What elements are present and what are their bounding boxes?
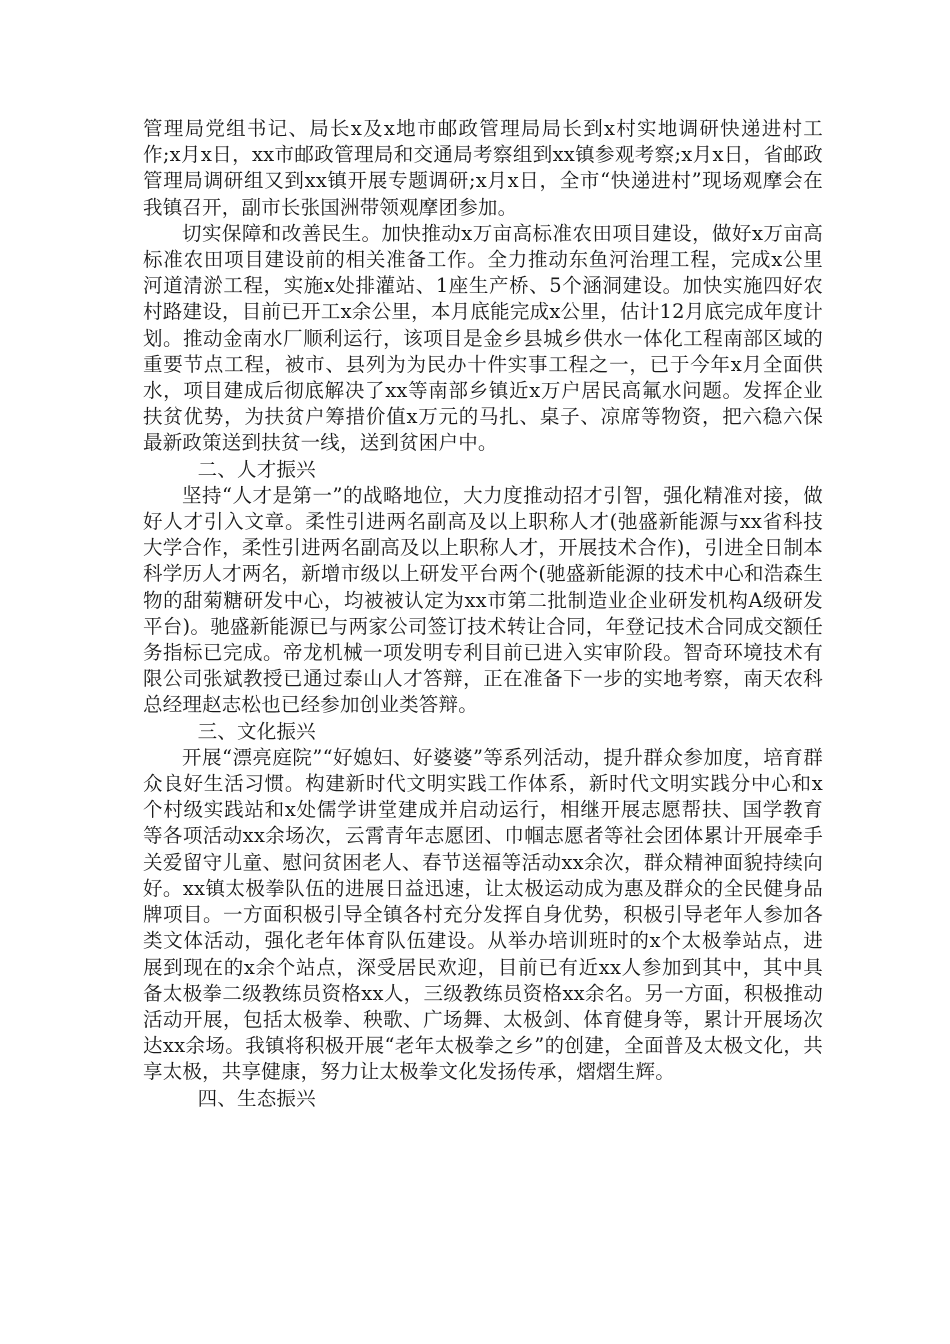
section-heading-talent: 二、人才振兴 — [197, 457, 316, 481]
section-heading-culture: 三、文化振兴 — [197, 719, 316, 743]
paragraph-talent: 坚持“人才是第一”的战略地位，大力度推动招才引智，强化精准对接，做好人才引入文章。柔性引进两名副高及以上职称人才(弛盛新能源与xx省科技大学合作，柔性引进两名副高及以上职称人才，开展技术合作)，引进全日制本科学历人才两名，新增市级以上研发平台两个(驰盛新能源的技术中心和浩森生物的甜菊糖研发中心，均被被认定为xx市第二批制造业企业研发机构A级研发平台)。驰盛新能源已与两家公司签订技术转让合同，年登记技术合同成交额任务指标已完成。帝龙机械一项发明专利目前已进入实审阶段。智奇环境技术有限公司张斌教授已通过泰山人才答辩，正在准备下一步的实地考察，南天农科总经理赵志松也已经参加创业类答辩。 — [143, 483, 823, 717]
paragraph-culture: 开展“漂亮庭院”“好媳妇、好婆婆”等系列活动，提升群众参加度，培育群众良好生活习惯。构建新时代文明实践工作体系，新时代文明实践分中心和x个村级实践站和x处儒学讲堂建成并启动运行，相继开展志愿帮扶、国学教育等各项活动xx余场次，云霄青年志愿团、巾帼志愿者等社会团体累计开展牵手关爱留守儿童、慰问贫困老人、春节送福等活动xx余次，群众精神面貌持续向好。xx镇太极拳队伍的进展日益迅速，让太极运动成为惠及群众的全民健身品牌项目。一方面积极引导全镇各村充分发挥自身优势，积极引导老年人参加各类文体活动，强化老年体育队伍建设。从举办培训班时的x个太极拳站点，进展到现在的x余个站点，深受居民欢迎，目前已有近xx人参加到其中，其中具备太极拳二级教练员资格xx人，三级教练员资格xx余名。另一方面，积极推动活动开展，包括太极拳、秧歌、广场舞、太极剑、体育健身等，累计开展场次达xx余场。我镇将积极开展“老年太极拳之乡”的创建，全面普及太极文化，共享太极，共享健康，努力让太极拳文化发扬传承，熠熠生辉。 — [143, 745, 823, 1084]
document-page — [143, 116, 823, 1112]
paragraph-livelihood: 切实保障和改善民生。加快推动x万亩高标准农田项目建设，做好x万亩高标准农田项目建设前的相关准备工作。全力推动东鱼河治理工程，完成x公里河道清淤工程，实施x处排灌站、1座生产桥、5个涵洞建设。加快实施四好农村路建设，目前已开工x余公里，本月底能完成x公里，估计12月底完成年度计划。推动金南水厂顺利运行，该项目是金乡县城乡供水一体化工程南部区域的重要节点工程，被市、县列为为民办十件实事工程之一，已于今年x月全面供水，项目建成后彻底解决了xx等南部乡镇近x万户居民高氟水问题。发挥企业扶贫优势，为扶贫户筹措价值x万元的马扎、桌子、凉席等物资，把六稳六保最新政策送到扶贫一线，送到贫困户中。 — [143, 221, 823, 455]
section-heading-ecology: 四、生态振兴 — [197, 1086, 316, 1110]
paragraph-postal-inspection: 管理局党组书记、局长x及x地市邮政管理局局长到x村实地调研快递进村工作;x月x日，xx市邮政管理局和交通局考察组到xx镇参观考察;x月x日，省邮政管理局调研组又到xx镇开展专题调研;x月x日，全市“快递进村”现场观摩会在我镇召开，副市长张国洲带领观摩团参加。 — [143, 117, 823, 219]
